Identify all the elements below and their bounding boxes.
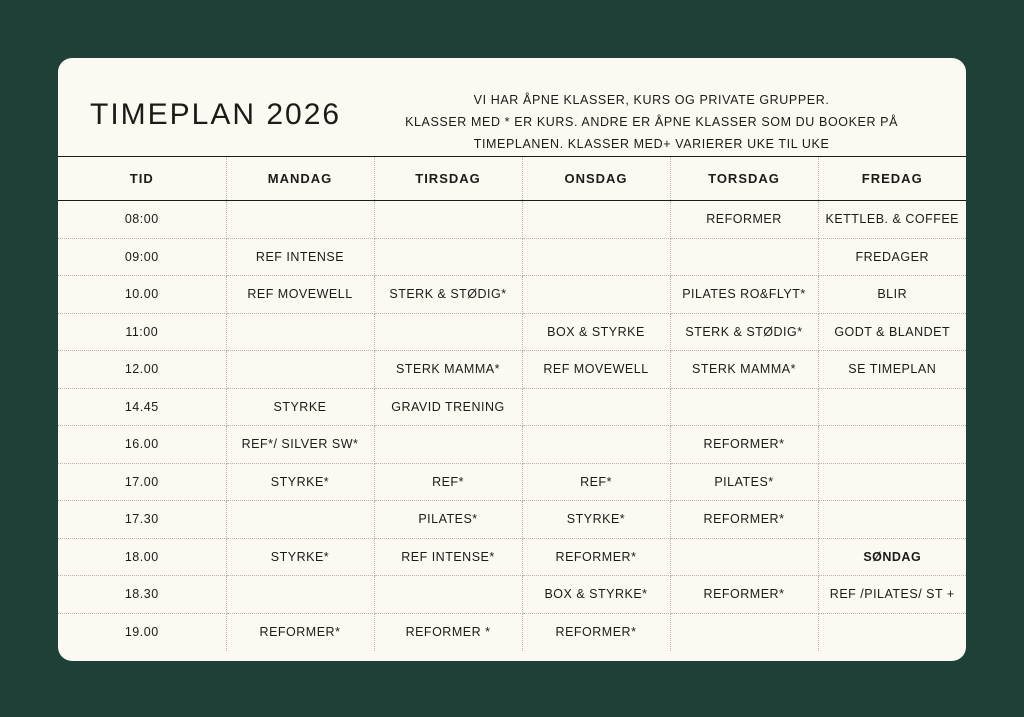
class-cell xyxy=(374,313,522,351)
table-row xyxy=(58,238,966,276)
column-header-friday: FREDAG xyxy=(818,157,966,201)
class-cell xyxy=(226,201,374,239)
class-cell xyxy=(226,501,374,539)
class-cell xyxy=(670,388,818,426)
class-cell[interactable]: STYRKE* xyxy=(226,538,374,576)
card-header xyxy=(58,58,966,156)
class-cell xyxy=(374,238,522,276)
class-cell xyxy=(522,238,670,276)
class-cell xyxy=(522,276,670,314)
class-cell[interactable]: REF INTENSE xyxy=(226,238,374,276)
column-header-tuesday: TIRSDAG xyxy=(374,157,522,201)
class-cell[interactable]: REF MOVEWELL xyxy=(226,276,374,314)
class-cell xyxy=(374,576,522,614)
notice-line-2: KLASSER MED * ER KURS. ANDRE ER ÅPNE KLASSER SOM DU BOOKER PÅ xyxy=(405,114,899,129)
class-cell[interactable]: BOX & STYRKE* xyxy=(522,576,670,614)
class-cell[interactable]: FREDAGER xyxy=(818,238,966,276)
class-cell[interactable]: STERK MAMMA* xyxy=(670,351,818,389)
class-cell xyxy=(374,201,522,239)
class-cell[interactable]: SØNDAG xyxy=(818,538,966,576)
notice-line-1: VI HAR ÅPNE KLASSER, KURS OG PRIVATE GRUPPER. xyxy=(473,93,830,107)
table-row xyxy=(58,576,966,614)
class-cell[interactable]: STYRKE* xyxy=(522,501,670,539)
time-cell: 08:00 xyxy=(58,201,226,239)
table-row xyxy=(58,538,966,576)
time-cell: 17.00 xyxy=(58,463,226,501)
time-cell: 12.00 xyxy=(58,351,226,389)
class-cell[interactable]: REF* xyxy=(522,463,670,501)
class-cell[interactable]: STYRKE xyxy=(226,388,374,426)
time-cell: 16.00 xyxy=(58,426,226,464)
class-cell[interactable]: STYRKE* xyxy=(226,463,374,501)
schedule-table xyxy=(58,156,966,651)
notice-text xyxy=(341,84,936,156)
class-cell[interactable]: GODT & BLANDET xyxy=(818,313,966,351)
table-body xyxy=(58,201,966,651)
class-cell[interactable]: REF INTENSE* xyxy=(374,538,522,576)
class-cell[interactable]: REFORMER* xyxy=(522,538,670,576)
class-cell[interactable]: REFORMER* xyxy=(670,576,818,614)
table-row xyxy=(58,501,966,539)
class-cell[interactable]: REFORMER* xyxy=(670,501,818,539)
class-cell[interactable]: REFORMER xyxy=(670,201,818,239)
time-cell: 19.00 xyxy=(58,613,226,651)
time-cell: 18.30 xyxy=(58,576,226,614)
notice-line-3: TIMEPLANEN. KLASSER MED+ VARIERER UKE TIL UKE xyxy=(473,136,830,151)
class-cell xyxy=(818,426,966,464)
class-cell xyxy=(522,388,670,426)
class-cell xyxy=(670,538,818,576)
table-row xyxy=(58,201,966,239)
table-row xyxy=(58,388,966,426)
schedule-card xyxy=(58,58,966,661)
class-cell[interactable]: STERK MAMMA* xyxy=(374,351,522,389)
table-header xyxy=(58,157,966,201)
class-cell[interactable]: KETTLEB. & COFFEE xyxy=(818,201,966,239)
page-title: TIMEPLAN 2026 xyxy=(90,98,342,131)
time-cell: 10.00 xyxy=(58,276,226,314)
time-cell: 11:00 xyxy=(58,313,226,351)
class-cell xyxy=(226,351,374,389)
column-header-time: TID xyxy=(58,157,226,201)
class-cell[interactable]: REF MOVEWELL xyxy=(522,351,670,389)
class-cell xyxy=(522,201,670,239)
class-cell xyxy=(818,501,966,539)
class-cell[interactable]: GRAVID TRENING xyxy=(374,388,522,426)
class-cell xyxy=(226,313,374,351)
class-cell xyxy=(522,426,670,464)
class-cell[interactable]: REF* xyxy=(374,463,522,501)
class-cell[interactable]: PILATES* xyxy=(670,463,818,501)
class-cell xyxy=(226,576,374,614)
class-cell[interactable]: BLIR xyxy=(818,276,966,314)
class-cell xyxy=(818,613,966,651)
class-cell[interactable]: REFORMER * xyxy=(374,613,522,651)
class-cell[interactable]: PILATES* xyxy=(374,501,522,539)
class-cell xyxy=(670,238,818,276)
table-row xyxy=(58,276,966,314)
column-header-monday: MANDAG xyxy=(226,157,374,201)
class-cell[interactable]: REF /PILATES/ ST + xyxy=(818,576,966,614)
class-cell xyxy=(818,388,966,426)
table-row xyxy=(58,463,966,501)
class-cell xyxy=(670,613,818,651)
class-cell[interactable]: REFORMER* xyxy=(670,426,818,464)
class-cell[interactable]: BOX & STYRKE xyxy=(522,313,670,351)
class-cell[interactable]: SE TIMEPLAN xyxy=(818,351,966,389)
time-cell: 14.45 xyxy=(58,388,226,426)
column-header-thursday: TORSDAG xyxy=(670,157,818,201)
time-cell: 17.30 xyxy=(58,501,226,539)
table-row xyxy=(58,313,966,351)
time-cell: 18.00 xyxy=(58,538,226,576)
class-cell xyxy=(818,463,966,501)
table-row xyxy=(58,613,966,651)
class-cell[interactable]: PILATES RO&FLYT* xyxy=(670,276,818,314)
class-cell[interactable]: REFORMER* xyxy=(522,613,670,651)
class-cell[interactable]: REFORMER* xyxy=(226,613,374,651)
class-cell[interactable]: STERK & STØDIG* xyxy=(670,313,818,351)
class-cell[interactable]: STERK & STØDIG* xyxy=(374,276,522,314)
column-header-wednesday: ONSDAG xyxy=(522,157,670,201)
class-cell xyxy=(374,426,522,464)
class-cell[interactable]: REF*/ SILVER SW* xyxy=(226,426,374,464)
table-row xyxy=(58,351,966,389)
header-row xyxy=(58,157,966,201)
table-row xyxy=(58,426,966,464)
time-cell: 09:00 xyxy=(58,238,226,276)
